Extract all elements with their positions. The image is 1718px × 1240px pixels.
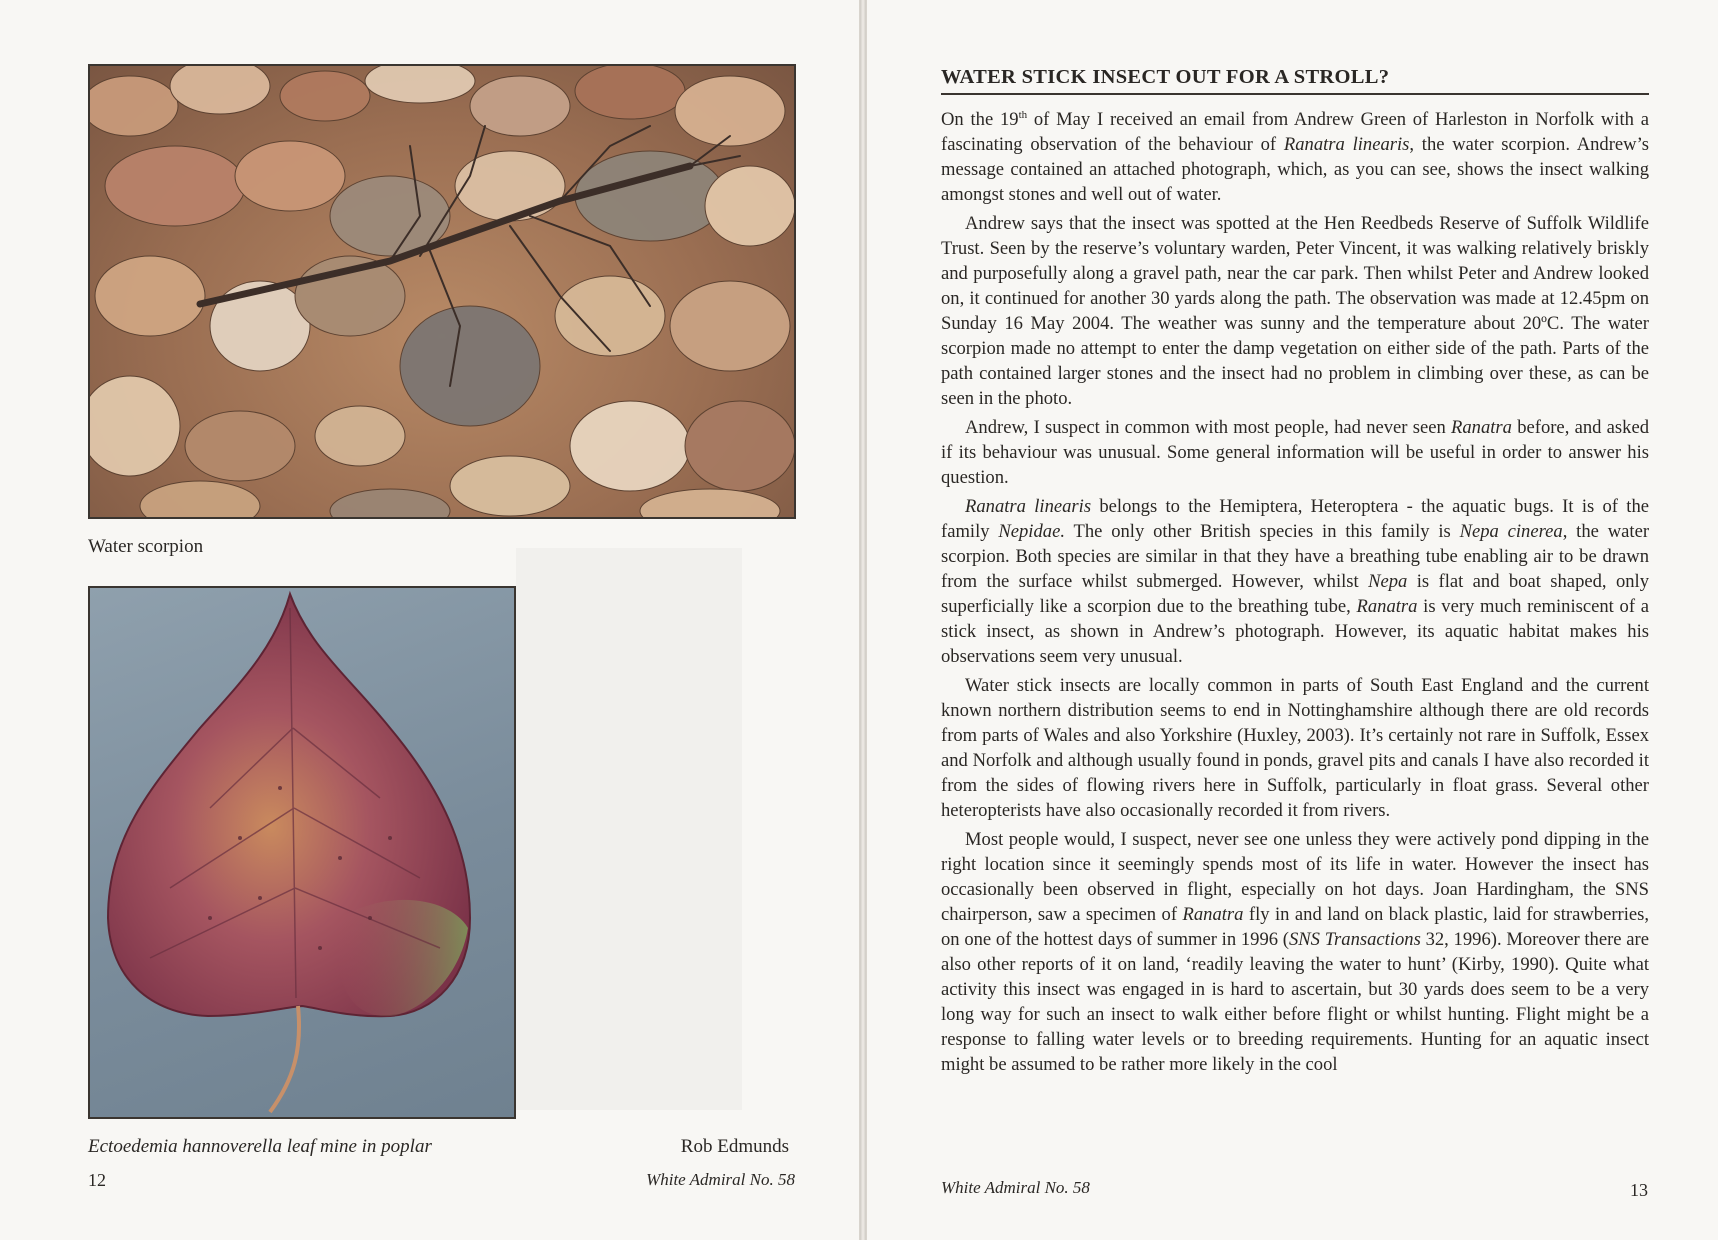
water-scorpion-caption: Water scorpion	[88, 536, 204, 557]
page-number-left: 12	[88, 1170, 106, 1190]
page-number-right: 13	[1630, 1180, 1648, 1200]
article-body	[941, 107, 1649, 1077]
poplar-leaf-photo	[88, 586, 516, 1119]
paragraph-5: Water stick insects are locally common in parts of South East England and the current known northern distribution seems to end in Nottinghamshire although there are old records from parts of Wales and also Yorkshire (Huxley, 2003). It’s certainly not rare in Suffolk, Essex and Norfolk and although usually found in ponds, gravel pits and canals I have also recorded it from the sides of flowing rivers here in Suffolk, particularly in float grass. Several other heteropterists have also occasionally recorded it from rivers.	[941, 675, 1649, 821]
running-footer-left: White Admiral No. 58	[646, 1170, 795, 1189]
article-title: WATER STICK INSECT OUT FOR A STROLL?	[941, 66, 1649, 95]
paragraph-3: Andrew, I suspect in common with most people, had never seen Ranatra before, and asked if its behaviour was unusual. Some general information will be useful in order to answer his question.	[941, 417, 1649, 488]
paragraph-4: Ranatra linearis belongs to the Hemiptera, Heteroptera - the aquatic bugs. It is of the family Nepidae. The only other British species in this family is Nepa cinerea, the water scorpion. Both species are similar in that they have a breathing tube enabling air to be drawn from the surface whilst submerged. However, whilst Nepa is flat and boat shaped, only superficially like a scorpion due to the breathing tube, Ranatra is very much reminiscent of a stick insect, as shown in Andrew’s photograph. However, its aquatic habitat makes his observations seem very unusual.	[941, 496, 1650, 667]
show-through-area	[516, 548, 742, 1110]
paragraph-1: On the 19th of May I received an email from Andrew Green of Harleston in Norfolk with a fascinating observation of the behaviour of Ranatra linearis, the water scorpion. Andrew’s message contained an attached photograph, which, as you can see, shows the insect walking amongst stones and well out of water.	[941, 109, 1649, 205]
photo-credit: Rob Edmunds	[680, 1136, 789, 1157]
paragraph-2: Andrew says that the insect was spotted at the Hen Reedbeds Reserve of Suffolk Wildlife Trust. Seen by the reserve’s voluntary warden, Peter Vincent, it was walking relatively briskly and purposefully along a gravel path, near the car park. Then whilst Peter and Andrew looked on, it continued for another 30 yards along the path. The observation was made at 12.45pm on Sunday 16 May 2004. The weather was sunny and the temperature about 20ºC. The water scorpion made no attempt to enter the damp vegetation on either side of the path. Parts of the path contained larger stones and the insect had no problem in climbing over these, as can be seen in the photo.	[941, 213, 1649, 409]
running-footer-right: White Admiral No. 58	[941, 1178, 1090, 1197]
paragraph-6: Most people would, I suspect, never see one unless they were actively pond dipping in the right location since it seemingly spends most of its life in water. However the insect has occasionally been observed in flight, especially on hot days. Joan Hardingham, the SNS chairperson, saw a specimen of Ranatra fly in and land on black plastic, laid for strawberries, on one of the hottest days of summer in 1996 (SNS Transactions 32, 1996). Moreover there are also other reports of it on land, ‘readily leaving the water to hunt’ (Kirby, 1990). Quite what activity this insect was engaged in is hard to ascertain, but 30 yards does seem to be a very long way for such an insect to walk either before flight or whilst hunting. Flight might be a response to falling water levels or to breeding requirements. Hunting for an aquatic insect might be assumed to be rather more likely in the cool	[941, 829, 1650, 1075]
article	[941, 66, 1649, 1081]
water-scorpion-photo	[88, 64, 796, 519]
leaf-mine-caption: Ectoedemia hannoverella leaf mine in poplar	[88, 1136, 432, 1157]
right-page	[866, 0, 1718, 1240]
